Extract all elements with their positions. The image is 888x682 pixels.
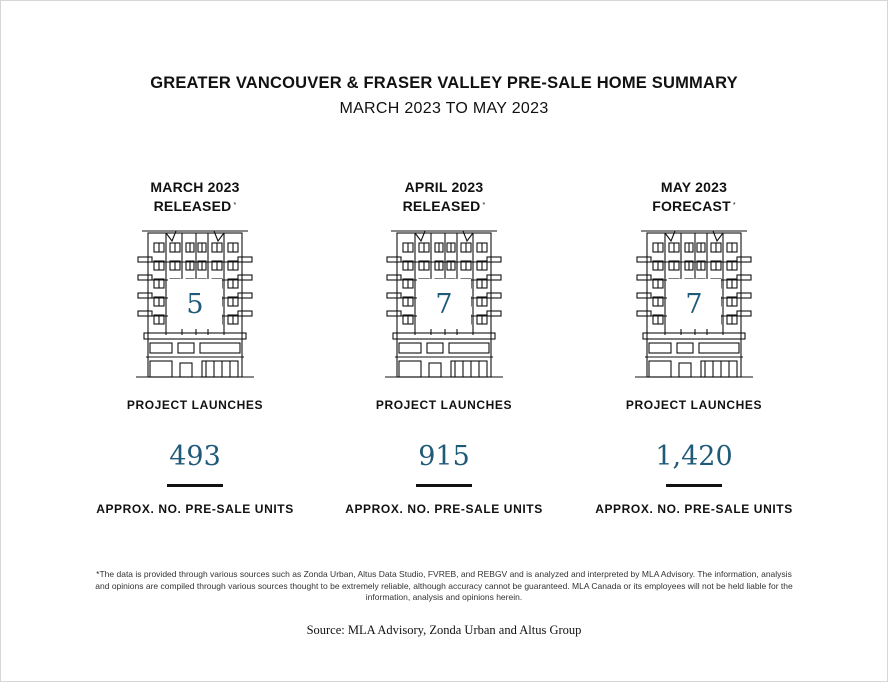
column-heading (70, 178, 320, 216)
source-line: Source: MLA Advisory, Zonda Urban and Altus Group (306, 623, 582, 637)
project-launches-value: 7 (667, 279, 721, 329)
page-subtitle: MARCH 2023 TO MAY 2023 (339, 100, 549, 117)
presale-units-label: APPROX. NO. PRE-SALE UNITS (96, 502, 294, 516)
project-launches-label: PROJECT LAUNCHES (625, 398, 763, 412)
summary-column-may (569, 1, 819, 531)
summary-column-march (70, 1, 320, 531)
units-underline (666, 484, 722, 487)
page-title: GREATER VANCOUVER & FRASER VALLEY PRE-SALE HOME SUMMARY (150, 74, 738, 92)
presale-units-label: APPROX. NO. PRE-SALE UNITS (595, 502, 793, 516)
footnote-marker: * (233, 202, 237, 209)
column-status: RELEASED (402, 198, 481, 214)
column-month: APRIL 2023 (404, 179, 484, 195)
column-month: MARCH 2023 (150, 179, 240, 195)
column-status: RELEASED (153, 198, 232, 214)
presale-units-label: APPROX. NO. PRE-SALE UNITS (345, 502, 543, 516)
project-launches-value: 5 (168, 279, 222, 329)
presale-units-value: 1,420 (655, 441, 733, 472)
project-launches-label: PROJECT LAUNCHES (126, 398, 264, 412)
footnote-marker: * (482, 202, 486, 209)
column-heading (569, 178, 819, 216)
units-underline (167, 484, 223, 487)
summary-column-april (319, 1, 569, 531)
units-underline (416, 484, 472, 487)
presale-units-value: 915 (418, 441, 470, 472)
column-heading (319, 178, 569, 216)
column-month: MAY 2023 (660, 179, 728, 195)
disclaimer-text: *The data is provided through various sources such as Zonda Urban, Altus Data Studio, FVREB, and REBGV and is analyzed and interpreted by MLA Advisory. The information, analysis and opinions are compiled through various sources thought to be extremely reliable, although accuracy cannot be guaranteed. MLA Canada or its employees will not be held liable for the information, analysis and opinions herein. (95, 569, 793, 602)
presale-units-value: 493 (169, 441, 221, 472)
project-launches-label: PROJECT LAUNCHES (375, 398, 513, 412)
project-launches-value: 7 (417, 279, 471, 329)
footnote-marker: * (732, 202, 736, 209)
column-status: FORECAST (652, 198, 731, 214)
